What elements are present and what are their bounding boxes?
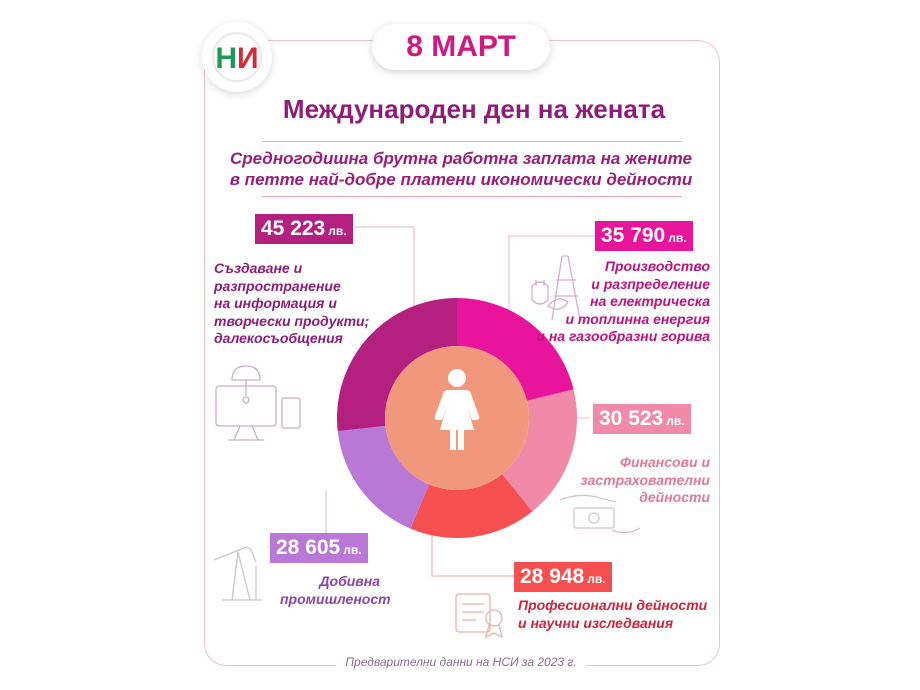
value-information: 45 223 — [261, 217, 326, 240]
currency-label: лв. — [328, 224, 347, 238]
value-badge-professional — [514, 562, 612, 592]
category-label-finance — [560, 454, 710, 507]
currency-label: лв. — [587, 572, 606, 586]
category-label-energy — [500, 258, 710, 346]
svg-text:НИ: НИ — [215, 42, 259, 75]
source-note: Предварителни данни на НСИ за 2023 г. — [336, 652, 586, 672]
category-label-mining — [280, 573, 391, 608]
mining-icon — [214, 548, 262, 601]
currency-label: лв. — [343, 543, 362, 557]
category-label-line: на информация и — [214, 295, 337, 311]
category-label-line: Финансови и — [620, 454, 710, 470]
information-icon — [216, 366, 300, 440]
date-badge: 8 МАРТ — [372, 24, 550, 70]
category-label-line: и научни изследвания — [518, 614, 674, 631]
value-finance: 30 523 — [599, 407, 664, 430]
category-label-line: промишленост — [280, 590, 391, 607]
category-label-line: на електрическа — [589, 293, 710, 309]
category-label-information — [214, 260, 414, 348]
value-badge-energy — [595, 221, 693, 251]
value-energy: 35 790 — [601, 224, 666, 247]
category-label-line: Добивна — [319, 573, 380, 589]
category-label-line: далекосъобщения — [214, 330, 343, 346]
professional-icon — [456, 594, 502, 637]
value-badge-information — [255, 214, 353, 244]
category-label-line: Производство — [604, 258, 710, 274]
category-label-professional — [518, 597, 718, 632]
category-label-line: творчески продукти; — [214, 312, 370, 329]
page-title: Международен ден на жената — [282, 94, 666, 124]
currency-label: лв. — [666, 414, 685, 428]
category-label-line: дейности — [639, 489, 710, 505]
category-label-line: и топлинна енергия — [565, 310, 710, 327]
value-badge-finance — [593, 404, 691, 434]
subtitle-line: Средногодишна брутна работна заплата на жените — [229, 149, 693, 168]
currency-label: лв. — [668, 231, 687, 245]
category-label-line: Професионални дейности — [518, 597, 708, 613]
subtitle-line: в петте най-добре платени икономически дейности — [229, 170, 693, 189]
category-label-line: Създаване и разпространение — [214, 260, 341, 294]
category-label-line: и на газообразни горива — [536, 328, 710, 344]
value-mining: 28 605 — [276, 536, 341, 559]
value-professional: 28 948 — [520, 565, 585, 588]
category-label-line: и разпределение — [591, 275, 710, 292]
category-label-line: застрахователни — [580, 471, 710, 488]
value-badge-mining — [270, 533, 368, 563]
